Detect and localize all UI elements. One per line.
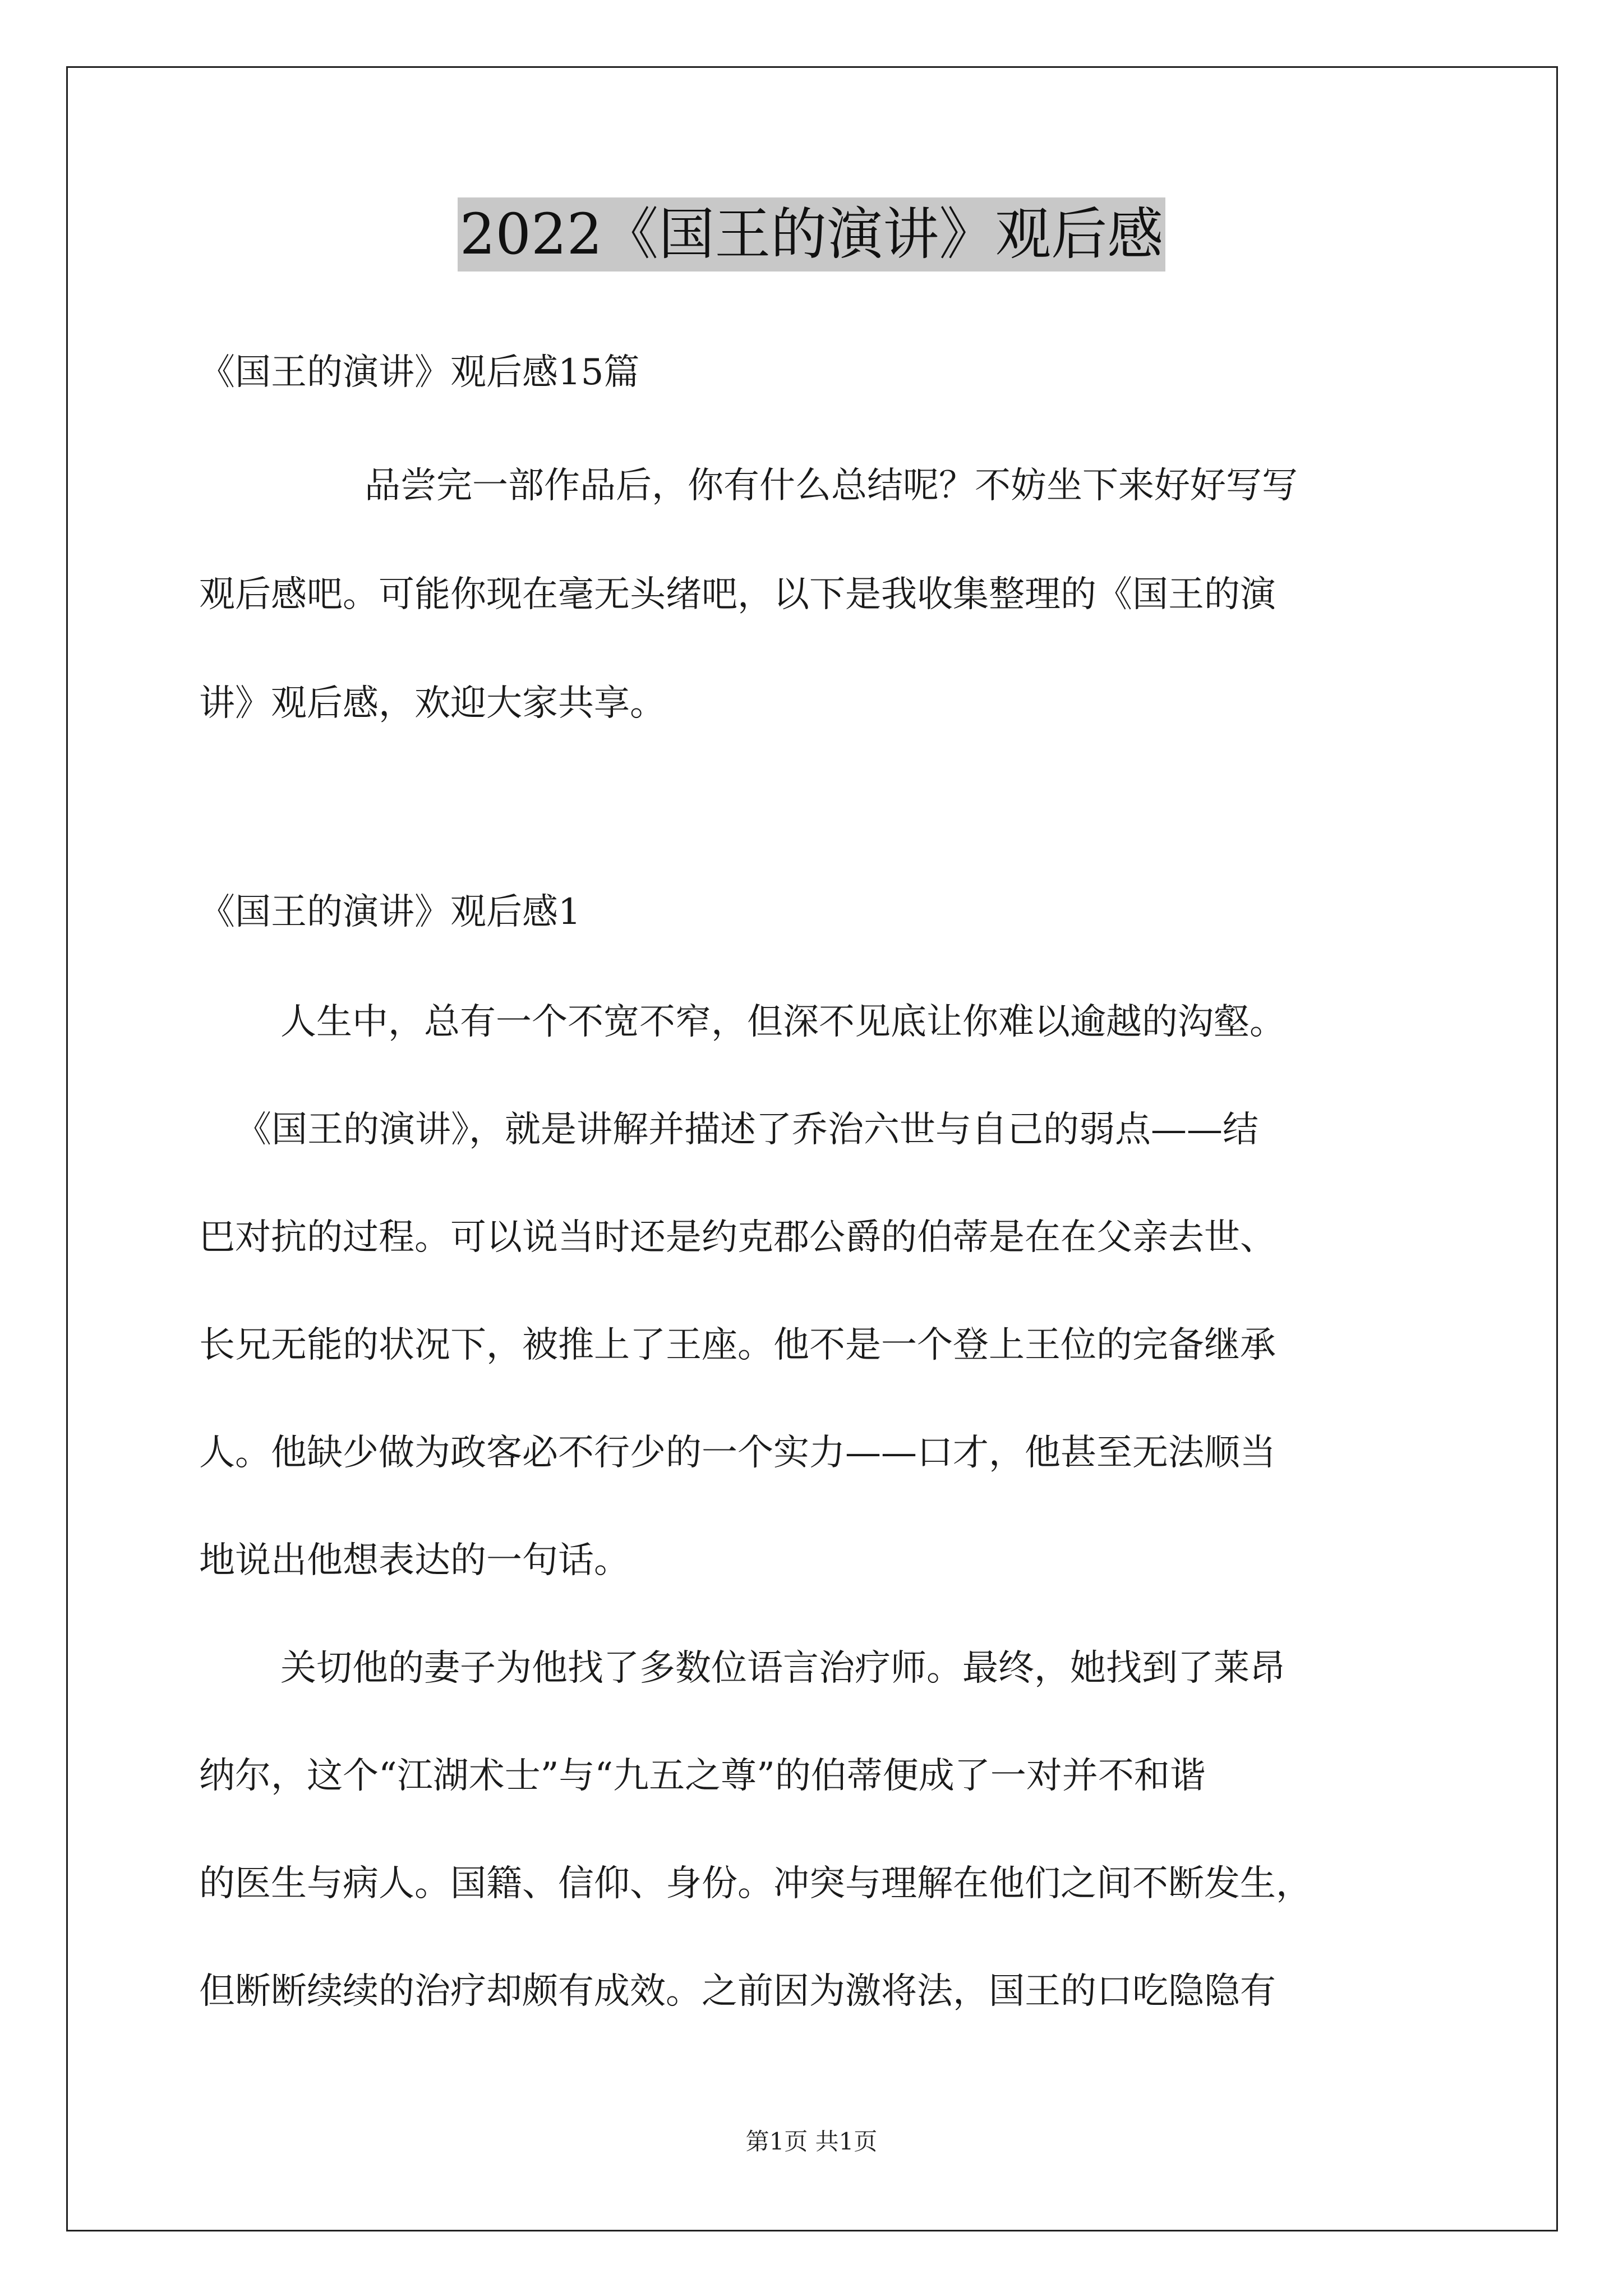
body-line: 纳尔，这个“江湖术士”与“九五之尊”的伯蒂便成了一对并不和谐 [199,1755,1206,1797]
intro-line: 讲》观后感，欢迎大家共享。 [199,683,666,724]
body-line: 巴对抗的过程。可以说当时还是约克郡公爵的伯蒂是在在父亲去世、 [199,1217,1276,1258]
body-line: 的医生与病人。国籍、信仰、身份。冲突与理解在他们之间不断发生， [199,1863,1312,1904]
body-line: 《国王的演讲》，就是讲解并描述了乔治六世与自己的弱点——结 [236,1109,1258,1151]
body-line: 人。他缺少做为政客必不行少的一个实力——口才，他甚至无法顺当 [199,1432,1276,1474]
intro-line: 品尝完一部作品后，你有什么总结呢？不妨坐下来好好写写 [365,465,1298,507]
body-line: 地说出他想表达的一句话。 [199,1540,630,1581]
body-line: 人生中，总有一个不宽不窄，但深不见底让你难以逾越的沟壑。 [280,1001,1285,1043]
title-container [0,197,1623,272]
page-title: 2022《国王的演讲》观后感 [458,197,1166,272]
body-line: 但断断续续的治疗却颇有成效。之前因为激将法，国王的口吃隐隐有 [199,1971,1276,2012]
intro-line: 观后感吧。可能你现在毫无头绪吧，以下是我收集整理的《国王的演 [199,574,1276,615]
page-footer: 第1页 共1页 [745,2128,878,2155]
subtitle: 《国王的演讲》观后感15篇 [199,352,640,393]
section-heading: 《国王的演讲》观后感1 [199,891,581,933]
body-line: 关切他的妻子为他找了多数位语言治疗师。最终，她找到了莱昂 [280,1648,1285,1689]
body-line: 长兄无能的状况下，被推上了王座。他不是一个登上王位的完备继承 [199,1324,1276,1366]
